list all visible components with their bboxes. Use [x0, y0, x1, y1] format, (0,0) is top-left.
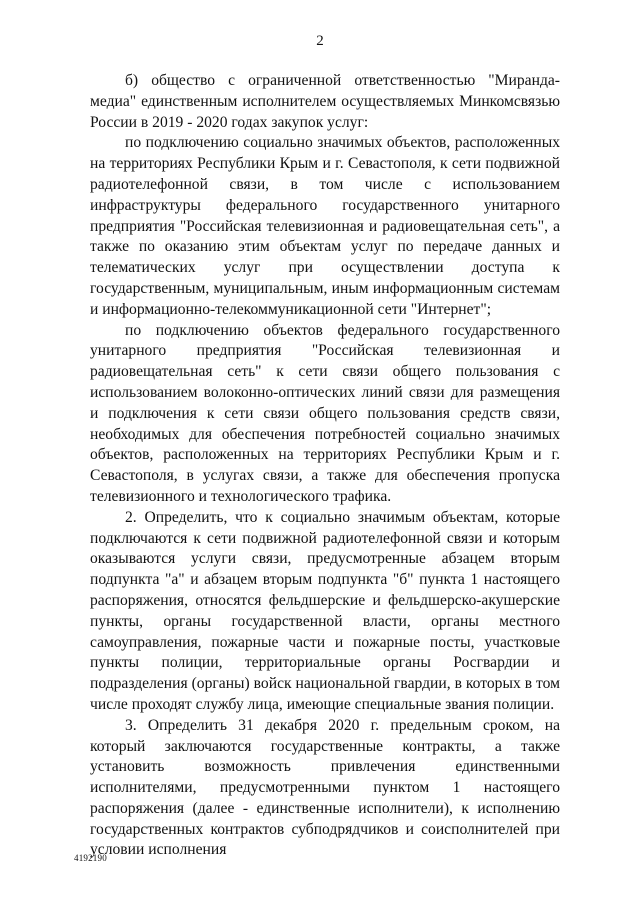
page-number: 2	[316, 33, 324, 49]
paragraph-item-3: 3. Определить 31 декабря 2020 г. предельным сроком, на который заключаются государственные контракты, а также установить возможность привлечения единственными исполнителями, предусмотренными пунктом 1 настоящего распоряжения (далее - единственные исполнители), к исполнению государственных контрактов субподрядчиков и соисполнителей при условии исполнения	[90, 716, 560, 859]
paragraph-subitem-b: б) общество с ограниченной ответственностью "Миранда-медиа" единственным исполнителем осуществляемых Минкомсвязью России в 2019 - 2020 годах закупок услуг:	[90, 72, 560, 131]
document-code: 4192190	[74, 853, 107, 863]
paragraph-item-2: 2. Определить, что к социально значимым объектам, которые подключаются к сети подвижной радиотелефонной связи и которым оказываются услуги связи, предусмотренные абзацем вторым подпункта "а" и абзацем вторым подпункта "б" пункта 1 настоящего распоряжения, относятся фельдшерские и фельдшерско-акушерские пункты, органы государственной власти, органы местного самоуправления, пожарные части и пожарные посты, участковые пункты полиции, территориальные органы Росгвардии и подразделения (органы) войск национальной гвардии, в которых в том числе проходят службу лица, имеющие специальные звания полиции.	[90, 508, 560, 713]
paragraph-fiber-connection: по подключению объектов федерального государственного унитарного предприятия "Российская телевизионная и радиовещательная сеть" к сети связи общего пользования с использованием волоконно-оптических линий связи для размещения и подключения к сети связи общего пользования средств связи, необходимых для обеспечения потребностей социально значимых объектов, расположенных на территориях Республики Крым и г. Севастополя, в услугах связи, а также для обеспечения пропуска телевизионного и технологического трафика.	[90, 321, 560, 505]
document-body	[90, 71, 560, 861]
paragraph-mobile-connection: по подключению социально значимых объектов, расположенных на территориях Республики Крым и г. Севастополя, к сети подвижной радиотелефонной связи, в том числе с использованием инфраструктуры федерального государственного унитарного предприятия "Российская телевизионная и радиовещательная сеть", а также по оказанию этим объектам услуг по передаче данных и телематических услуг при осуществлении доступа к государственным, муниципальным, иным информационным системам и информационно-телекоммуникационной сети "Интернет";	[90, 134, 560, 318]
